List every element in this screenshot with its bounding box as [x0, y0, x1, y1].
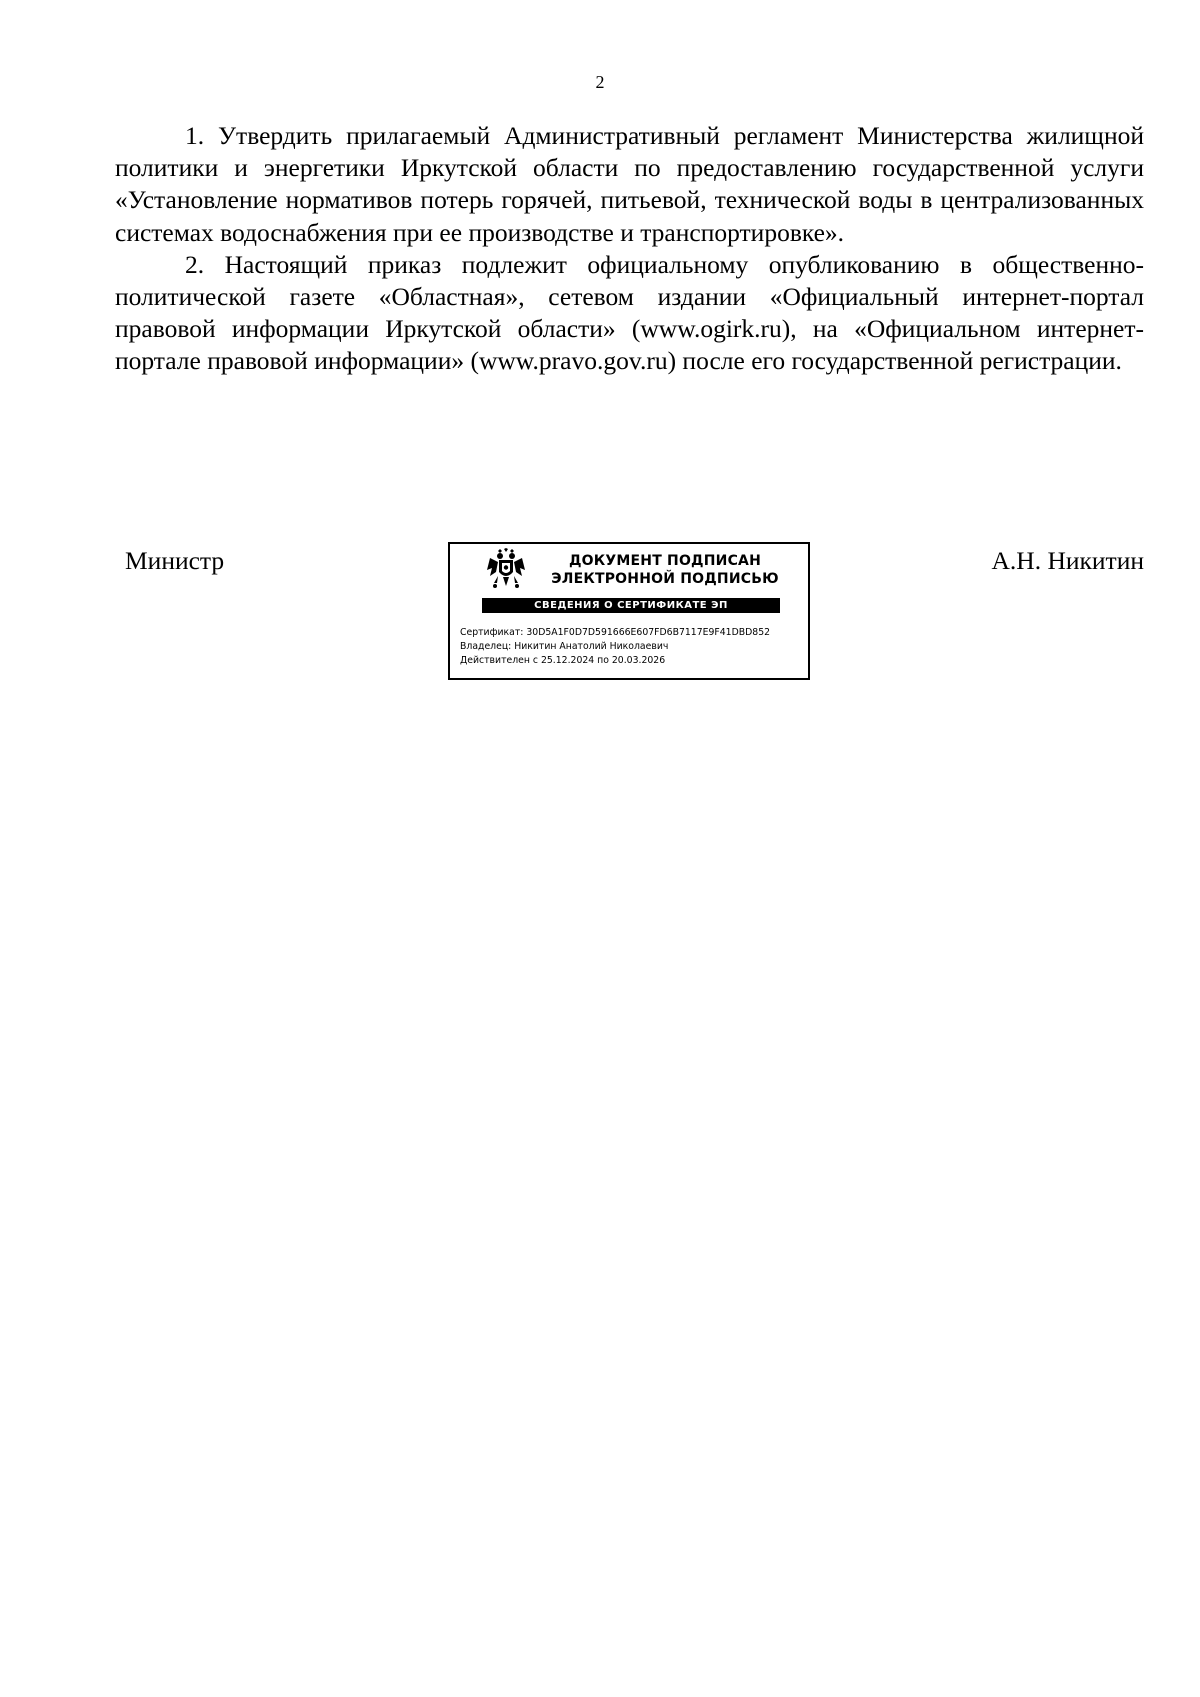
document-body — [115, 120, 1144, 378]
certificate-validity: Действителен с 25.12.2024 по 20.03.2026 — [460, 655, 666, 666]
certificate-serial: Сертификат: 30D5A1F0D7D591666E607FD6B7117E9F41DBD852 — [460, 627, 771, 638]
double-headed-eagle-icon — [484, 548, 528, 592]
certificate-details — [460, 626, 770, 668]
paragraph-1: 1. Утвердить прилагаемый Административный регламент Министерства жилищной политики и энергетики Иркутской области по предоставлению государственной услуги «Установление нормативов потерь горячей, питьевой, технической воды в централизованных системах водоснабжения при ее производстве и транспортировке». — [115, 121, 1144, 247]
signatory-title: Министр — [125, 546, 225, 575]
page-number: 2 — [595, 72, 605, 92]
paragraph-2: 2. Настоящий приказ подлежит официальному опубликованию в общественно-политической газете «Областная», сетевом издании «Официальный интернет-портал правовой информации Иркутской области» (www.ogirk.ru), на «Официальном интернет-портале правовой информации» (www.pravo.gov.ru) после его государственной регистрации. — [115, 249, 1144, 376]
electronic-signature-stamp — [448, 542, 810, 680]
certificate-info-bar: СВЕДЕНИЯ О СЕРТИФИКАТЕ ЭП — [482, 598, 780, 613]
stamp-heading-line-2: ЭЛЕКТРОННОЙ ПОДПИСЬЮ — [551, 571, 779, 587]
signature-block — [115, 538, 1144, 688]
stamp-heading — [540, 552, 790, 588]
signatory-name: А.Н. Никитин — [991, 546, 1144, 575]
stamp-heading-line-1: ДОКУМЕНТ ПОДПИСАН — [569, 553, 761, 569]
certificate-owner: Владелец: Никитин Анатолий Николаевич — [460, 641, 669, 652]
